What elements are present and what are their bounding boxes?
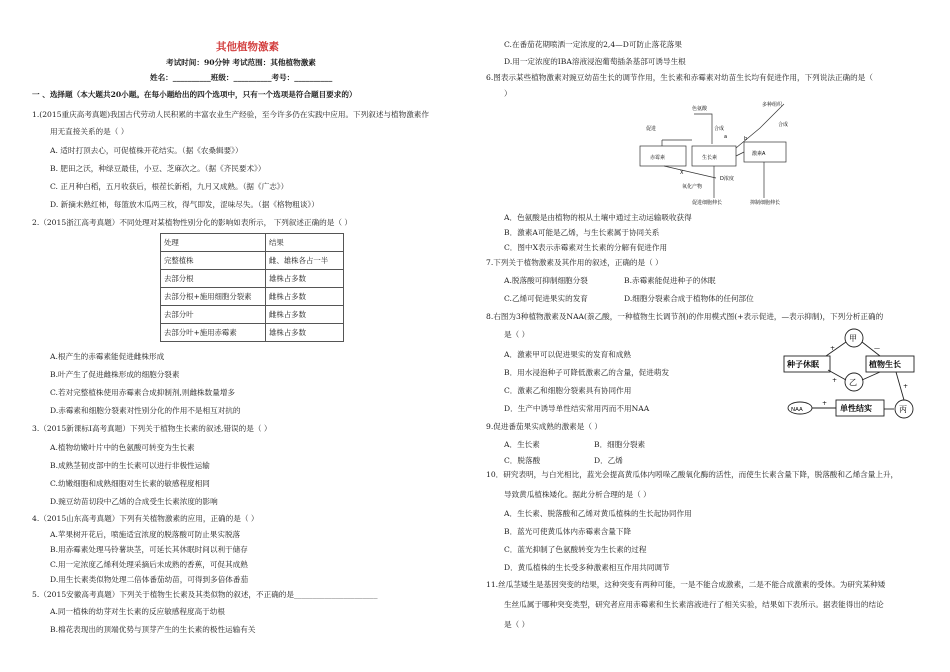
q9-option-b: B．细胞分裂素 <box>594 440 646 449</box>
q1-stem: 1.(2015重庆高考真题)我国古代劳动人民积累的丰富农业生产经验，至今许多仍在实践中应用。下列叙述与植物激素作 <box>32 110 429 119</box>
table-row <box>161 252 344 270</box>
q5-option-a: A.同一植株的幼芽对生长素的反应敏感程度高于幼根 <box>50 607 225 616</box>
q8-option-a: A．激素甲可以促进果实的发育和成熟 <box>504 350 631 359</box>
sign-label: + <box>832 377 838 384</box>
q4-option-b: B.用赤霉素处理马铃薯块茎，可延长其休眠时间以利于储存 <box>50 545 248 554</box>
table-cell: 去部分根+施用细胞分裂素 <box>161 288 266 306</box>
q7-option-b: B.赤霉素能促进种子的休眠 <box>624 276 716 285</box>
q6-stem: ） <box>504 89 512 98</box>
q5-stem: 5.（2015安徽高考真题）下列关于植物生长素及其类似物的叙述，不正确的是______________________ <box>32 590 378 599</box>
diagram-label: 多种组织 <box>762 102 783 108</box>
q5-option-d: D.用一定浓度的IBA溶液浸泡葡萄插条基部可诱导生根 <box>504 57 686 66</box>
node-label: 单性结实 <box>840 404 872 413</box>
q2-table <box>160 233 344 342</box>
table-cell: 去部分叶 <box>161 306 266 324</box>
q2-stem: 2.（2015浙江高考真题）不同处理对某植物性别分化的影响如表所示， 下列叙述正确的是（ ） <box>32 218 352 227</box>
table-cell: 去部分叶+施用赤霉素 <box>161 324 266 342</box>
q5-option-b: B.棉花表现出的顶端优势与顶芽产生的生长素的极性运输有关 <box>50 625 256 634</box>
q10-option-a: A．生长素、脱落酸和乙烯对黄瓜植株的生长起协同作用 <box>504 509 692 518</box>
table-row <box>161 288 344 306</box>
table-header-row <box>161 234 344 252</box>
q7-option-c: C.乙烯可促进果实的发育 <box>504 294 588 303</box>
table-cell: 雌株占多数 <box>266 306 344 324</box>
q10-stem: 导致黄瓜植株矮化。据此分析合理的是（ ） <box>504 490 651 499</box>
table-row <box>161 306 344 324</box>
diagram-label: 色氨酸 <box>692 106 708 112</box>
q1-stem: 用无直接关系的是（ ） <box>50 127 129 136</box>
section-heading: 一 、选择题（本大题共20小题。在每小题给出的四个选项中，只有一个选项是符合题目要求的） <box>32 90 357 99</box>
q2-option-b: B.叶产生了促进雌株形成的细胞分裂素 <box>50 370 180 379</box>
q1-option-a: A. 适时打顶去心，可促植株开花结实。（据《农桑辑要》） <box>50 146 243 155</box>
table-header: 处理 <box>161 234 266 252</box>
node-label: 丙 <box>899 405 907 414</box>
q1-option-d: D. 新摘未熟红柿，每篮放木瓜两三枚，得气即发，涩味尽失。（据《格物粗谈》） <box>50 200 319 209</box>
right-column <box>482 0 922 672</box>
q10-option-d: D．黄瓜植株的生长受多种激素相互作用共同调节 <box>504 563 670 572</box>
diagram-label: 合成 <box>714 126 725 132</box>
table-row <box>161 324 344 342</box>
student-fields: 姓名：__________班级：__________考号：__________ <box>150 73 333 82</box>
page-title: 其他植物激素 <box>216 41 279 53</box>
diagram-label: a <box>724 134 728 140</box>
node-label: 植物生长 <box>869 360 901 369</box>
q7-stem: 7.下列关于植物激素及其作用的叙述，正确的是（ ） <box>486 258 663 267</box>
q8-option-d: D．生产中诱导单性结实常用丙而不用NAA <box>504 404 650 413</box>
table-cell: 完整植株 <box>161 252 266 270</box>
q2-option-c: C.若对完整植株使用赤霉素合成抑制剂,则雌株数量增多 <box>50 388 236 397</box>
table-header: 结果 <box>266 234 344 252</box>
sign-label: + <box>903 383 909 390</box>
q4-option-a: A.苹果树开花后，喷施适宜浓度的脱落酸可防止果实脱落 <box>50 530 241 539</box>
q5-option-c: C.在番茄花期喷洒一定浓度的2,4—D可防止落花落果 <box>504 40 682 49</box>
q10-option-b: B．蓝光可使黄瓜体内赤霉素含量下降 <box>504 527 632 536</box>
q11-stem: 11.丝瓜茎矮生是基因突变的结果，这种突变有两种可能，一是不能合成激素，二是不能合成激素的受体。为研究某种矮 <box>486 580 886 589</box>
q9-option-a: A．生长素 <box>504 440 540 449</box>
q3-option-b: B.成熟茎韧皮部中的生长素可以进行非极性运输 <box>50 461 210 470</box>
q8-option-c: C．激素乙和细胞分裂素具有协同作用 <box>504 386 632 395</box>
q9-option-d: D．乙烯 <box>594 456 623 465</box>
diagram-box-label: 激素A <box>752 151 766 157</box>
q4-option-c: C.用一定浓度乙烯利处理采摘后未成熟的香蕉，可促其成熟 <box>50 560 248 569</box>
node-label: 甲 <box>849 334 857 343</box>
table-row <box>161 270 344 288</box>
q6-option-b: B．激素A可能是乙烯，与生长素属于协同关系 <box>504 228 660 237</box>
diagram-label: b <box>744 136 748 142</box>
diagram-label: 促进 <box>646 126 657 132</box>
table-cell: 雌株占多数 <box>266 288 344 306</box>
q2-option-a: A.根产生的赤霉素能促进雌株形成 <box>50 352 165 361</box>
node-label: 种子休眠 <box>787 360 819 369</box>
diagram-label: X <box>680 170 684 176</box>
q8-diagram <box>782 326 932 422</box>
q3-option-d: D.豌豆幼苗切段中乙烯的合成受生长素浓度的影响 <box>50 497 218 506</box>
q8-stem: 是（ ） <box>504 330 530 339</box>
node-label: NAA <box>791 407 803 413</box>
q9-option-c: C．脱落酸 <box>504 456 541 465</box>
table-cell: 雄株占多数 <box>266 270 344 288</box>
diagram-box-label: 生长素 <box>702 155 718 161</box>
q6-option-c: C．图中X表示赤霉素对生长素的分解有促进作用 <box>504 243 668 252</box>
q4-stem: 4.（2015山东高考真题）下列有关植物激素的应用，正确的是（ ） <box>32 514 259 523</box>
table-cell: 雌、雄株各占一半 <box>266 252 344 270</box>
q6-stem: 6.图表示某些植物激素对豌豆幼苗生长的调节作用，生长素和赤霉素对幼苗生长均有促进作用，下列说法正确的是（ <box>486 73 873 82</box>
table-cell: 去部分根 <box>161 270 266 288</box>
node-label: 乙 <box>849 378 857 387</box>
q2-option-d: D.赤霉素和细胞分裂素对性别分化的作用不是相互对抗的 <box>50 406 241 415</box>
q3-option-a: A.植物幼嫩叶片中的色氨酸可转变为生长素 <box>50 443 195 452</box>
diagram-label: 氧化产物 <box>682 184 703 190</box>
q7-option-a: A.脱落酸可抑制细胞分裂 <box>504 276 588 285</box>
q1-option-c: C. 正月种白稻，五月收获后，根茬长新稻，九月又成熟。（据《广志》） <box>50 182 289 191</box>
q9-stem: 9.促进番茄果实成熟的激素是（ ） <box>486 422 602 431</box>
q6-option-a: A．色氨酸是由植物的根从土壤中通过主动运输吸收获得 <box>504 213 692 222</box>
q10-option-c: C．蓝光抑制了色氨酸转变为生长素的过程 <box>504 545 647 554</box>
q3-stem: 3.（2015新课标Ⅰ高考真题）下列关于植物生长素的叙述,错误的是（ ） <box>32 424 272 433</box>
q11-stem: 是（ ） <box>504 620 530 629</box>
diagram-label: 合成 <box>778 122 789 128</box>
q8-stem: 8.右图为3种植物激素及NAA(萘乙酸，一种植物生长调节剂)的作用模式图(+表示促进，—表示抑制)，下列分析正确的 <box>486 312 884 321</box>
diagram-label: 促进细胞伸长 <box>692 200 723 206</box>
q10-stem: 10．研究表明，与白光相比，蓝光会提高黄瓜体内吲哚乙酸氧化酶的活性，而使生长素含量下降，脱落酸和乙烯含量上升， <box>486 470 899 479</box>
table-cell: 雄株占多数 <box>266 324 344 342</box>
q3-option-c: C.幼嫩细胞和成熟细胞对生长素的敏感程度相同 <box>50 479 210 488</box>
diagram-label: 抑制细胞伸长 <box>750 200 781 206</box>
q8-option-b: B．用水浸泡种子可降低激素乙的含量，促进萌发 <box>504 368 670 377</box>
q6-diagram <box>632 100 832 208</box>
diagram-label: D浓度 <box>720 176 734 182</box>
q7-option-d: D.细胞分裂素合成于植物体的任何部位 <box>624 294 754 303</box>
left-column <box>28 0 456 672</box>
sign-label: — <box>874 345 880 352</box>
exam-meta: 考试时间：90分钟 考试范围：其他植物激素 <box>166 58 316 67</box>
sign-label: + <box>830 345 836 352</box>
q11-stem: 生丝瓜属于哪种突变类型，研究者应用赤霉素和生长素溶液进行了相关实验，结果如下表所示。据表能得出的结论 <box>504 600 884 609</box>
sign-label: + <box>822 400 828 407</box>
diagram-box-label: 赤霉素 <box>650 155 666 161</box>
q1-option-b: B. 肥田之沃，种绿豆最佳，小豆、芝麻次之。（据《齐民要术》） <box>50 164 266 173</box>
q4-option-d: D.用生长素类似物处理二倍体番茄幼苗，可得到多倍体番茄 <box>50 575 249 584</box>
